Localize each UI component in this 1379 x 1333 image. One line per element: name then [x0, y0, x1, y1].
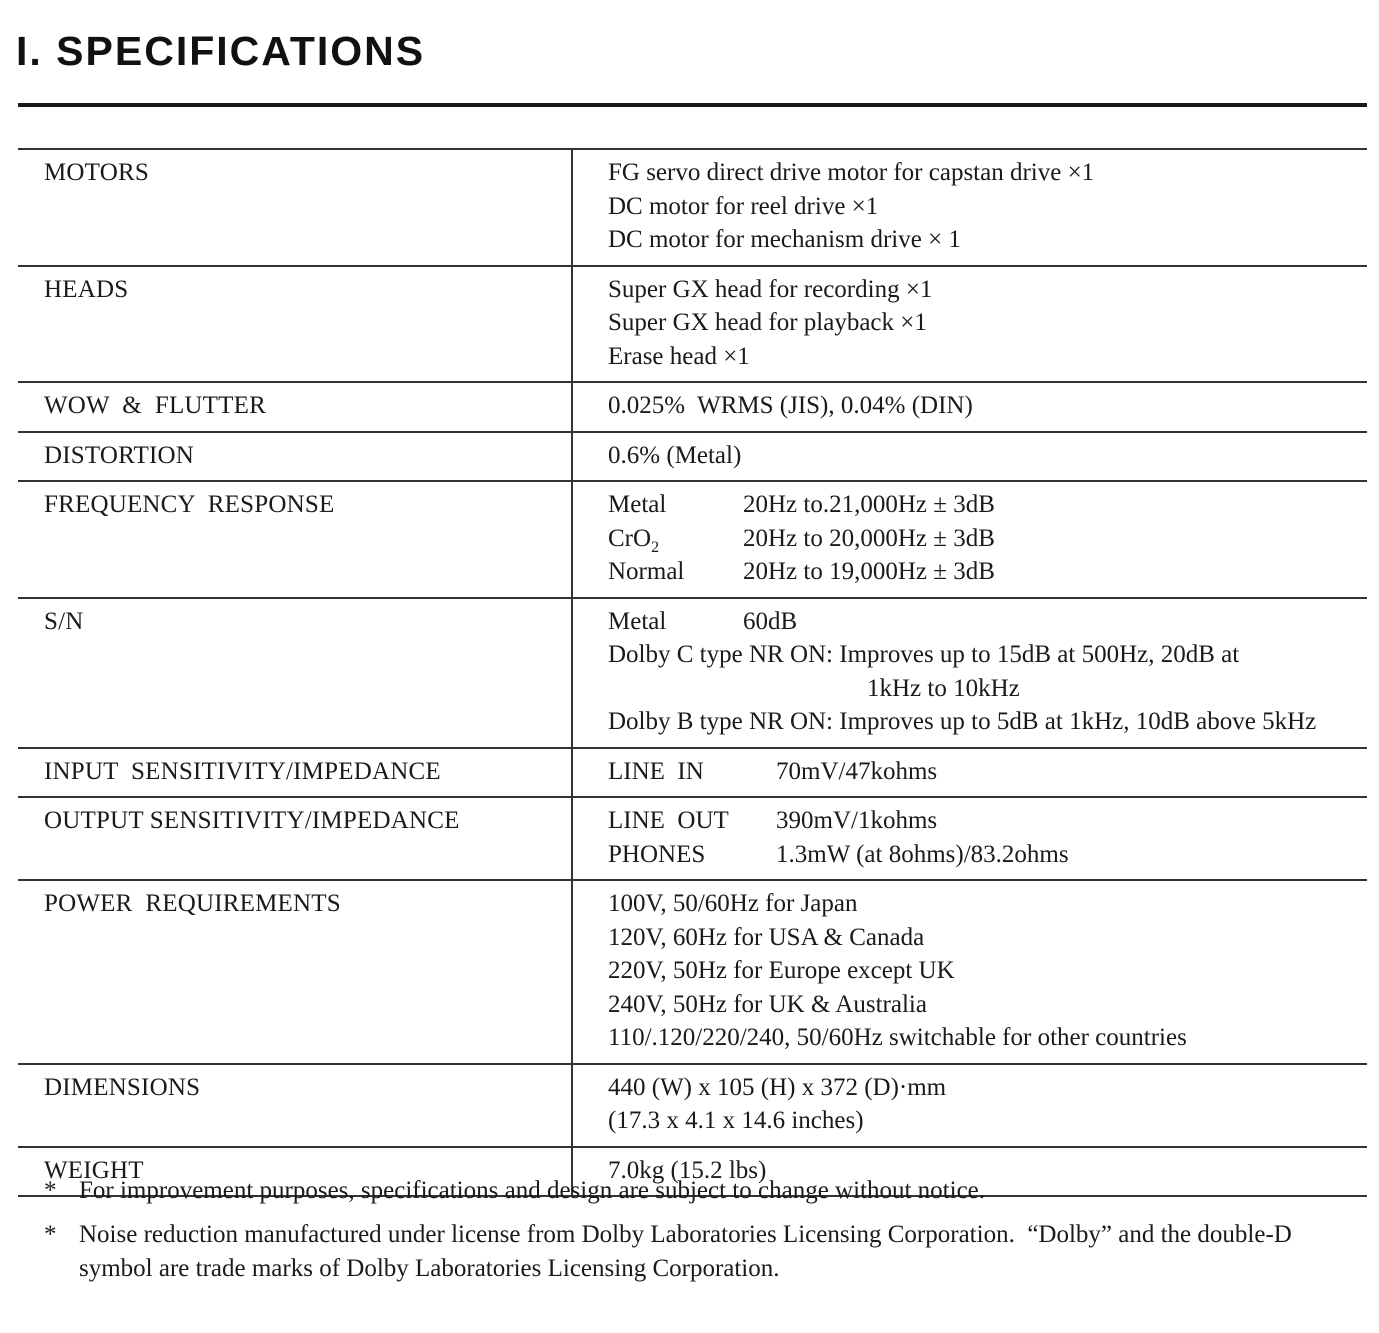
spec-line: FG servo direct drive motor for capstan drive ×1	[608, 159, 1095, 186]
spec-line: Erase head ×1	[608, 342, 750, 370]
io-key: PHONES	[608, 840, 706, 868]
spec-label: POWER REQUIREMENTS	[18, 880, 572, 1064]
spec-row-heads	[18, 266, 1367, 383]
spec-row-distortion	[18, 432, 1367, 482]
dolby-b-line: Dolby B type NR ON: Improves up to 5dB at 1kHz, 10dB above 5kHz	[608, 708, 1317, 735]
spec-label: MOTORS	[18, 149, 572, 266]
footnotes	[44, 1174, 1364, 1296]
spec-value	[572, 432, 1367, 482]
spec-line: DC motor for reel drive ×1	[608, 192, 879, 220]
spec-line: 0.6% (Metal)	[608, 441, 742, 469]
spec-label: S/N	[18, 598, 572, 748]
spec-line: 440 (W) x 105 (H) x 372 (D)·mm	[608, 1073, 947, 1101]
tape-type-subscript: 2	[651, 538, 660, 556]
sn-value: 60dB	[743, 607, 798, 635]
spec-label: FREQUENCY RESPONSE	[18, 481, 572, 598]
spec-line: 7.0kg (15.2 lbs)	[608, 1156, 767, 1184]
spec-pair	[608, 838, 1367, 872]
spec-line: 100V, 50/60Hz for Japan	[608, 890, 858, 917]
spec-line: 120V, 60Hz for USA & Canada	[608, 923, 925, 951]
dolby-c-line: Dolby C type NR ON: Improves up to 15dB at 500Hz, 20dB at	[608, 641, 1240, 668]
spec-row-frequency-response	[18, 481, 1367, 598]
spec-pair	[608, 522, 1367, 556]
page-title: I. SPECIFICATIONS	[16, 28, 426, 74]
spec-line: Super GX head for recording ×1	[608, 275, 933, 303]
spec-line: 240V, 50Hz for UK & Australia	[608, 990, 927, 1018]
spec-row-signal-noise	[18, 598, 1367, 748]
spec-line: 220V, 50Hz for Europe except UK	[608, 957, 955, 984]
frequency-range: 20Hz to 20,000Hz ± 3dB	[743, 524, 995, 552]
frequency-range: 20Hz to 19,000Hz ± 3dB	[743, 558, 995, 585]
frequency-range: 20Hz to.21,000Hz ± 3dB	[743, 491, 995, 518]
spec-label: DISTORTION	[18, 432, 572, 482]
spec-line: 0.025% WRMS (JIS), 0.04% (DIN)	[608, 392, 973, 419]
spec-pair	[608, 804, 1367, 838]
spec-value	[572, 149, 1367, 266]
spec-pair	[608, 755, 1367, 789]
footnote	[44, 1174, 1364, 1208]
footnote-text: For improvement purposes, specifications and design are subject to change without notice.	[79, 1177, 986, 1204]
spec-line: 110/.120/220/240, 50/60Hz switchable for other countries	[608, 1024, 1187, 1051]
spec-value	[572, 382, 1367, 432]
spec-value	[572, 266, 1367, 383]
spec-label: WEIGHT	[18, 1147, 572, 1197]
io-value: 1.3mW (at 8ohms)/83.2ohms	[776, 840, 1069, 868]
spec-label: HEADS	[18, 266, 572, 383]
tape-type-name: CrO	[608, 524, 652, 552]
spec-pair	[608, 555, 1367, 589]
io-key: LINE OUT	[608, 807, 729, 834]
spec-value	[572, 880, 1367, 1064]
spec-value	[572, 797, 1367, 880]
spec-label: WOW & FLUTTER	[18, 382, 572, 432]
spec-row-output	[18, 797, 1367, 880]
spec-label: OUTPUT SENSITIVITY/IMPEDANCE	[18, 797, 572, 880]
spec-value	[572, 1064, 1367, 1147]
spec-row-power	[18, 880, 1367, 1064]
tape-type: Metal	[608, 491, 667, 518]
spec-row-wow-flutter	[18, 382, 1367, 432]
spec-value	[572, 598, 1367, 748]
tape-type: Normal	[608, 558, 685, 585]
tape-type: Metal	[608, 607, 667, 635]
spec-line: (17.3 x 4.1 x 14.6 inches)	[608, 1107, 864, 1134]
specifications-table	[18, 148, 1367, 1197]
spec-row-input	[18, 748, 1367, 798]
spec-pair	[608, 488, 1367, 522]
spec-pair	[608, 605, 1367, 639]
spec-row-motors	[18, 149, 1367, 266]
spec-line: Super GX head for playback ×1	[608, 309, 927, 336]
io-value: 390mV/1kohms	[776, 807, 938, 834]
io-key: LINE IN	[608, 757, 704, 785]
spec-line: DC motor for mechanism drive × 1	[608, 226, 961, 253]
spec-label: DIMENSIONS	[18, 1064, 572, 1147]
tape-type	[608, 522, 743, 556]
dolby-c-line-continued: 1kHz to 10kHz	[867, 674, 1020, 702]
footnote-text: Noise reduction manufactured under license from Dolby Laboratories Licensing Corporation. “Dolby” and the double-D symbol are trade marks of Dolby Laboratories Licensing Corporation.	[79, 1221, 1299, 1282]
footnote	[44, 1218, 1364, 1286]
footnote-marker: *	[44, 1177, 57, 1204]
spec-label: INPUT SENSITIVITY/IMPEDANCE	[18, 748, 572, 798]
title-rule	[18, 103, 1367, 107]
spec-row-dimensions	[18, 1064, 1367, 1147]
io-value: 70mV/47kohms	[776, 757, 938, 785]
spec-value	[572, 481, 1367, 598]
spec-value	[572, 748, 1367, 798]
footnote-marker: *	[44, 1221, 57, 1248]
